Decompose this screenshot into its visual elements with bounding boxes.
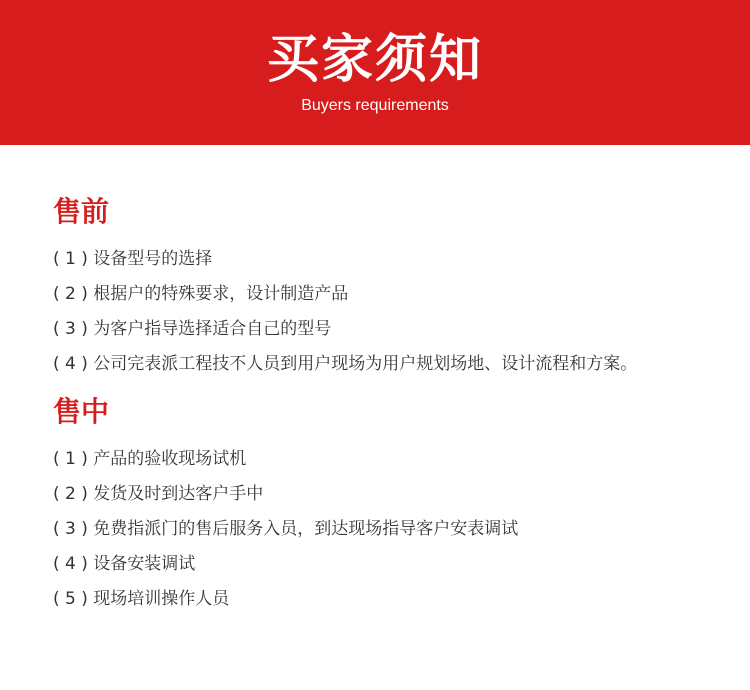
insale-section [53,392,713,617]
list-item: ( 3 ) 免费指派门的售后服务入员，到达现场指导客户安表调试 [53,519,519,539]
list-item: ( 4 ) 设备安装调试 [53,554,196,574]
page-title: 买家须知 [266,30,483,90]
list-item: ( 3 ) 为客户指导选择适合自己的型号 [53,319,332,339]
list-item: ( 2 ) 发货及时到达客户手中 [53,484,264,504]
list-item: ( 5 ) 现场培训操作人员 [53,589,230,609]
presale-section [53,192,713,382]
list-item: ( 4 ) 公司完表派工程技不人员到用户现场为用户规划场地、设计流程和方案。 [53,354,638,374]
header-banner [0,0,750,145]
section-title-insale: 售中 [53,395,110,428]
content [53,192,713,617]
page-subtitle: Buyers requirements [301,97,449,114]
list-item: ( 2 ) 根据户的特殊要求，设计制造产品 [53,284,349,304]
list-item: ( 1 ) 设备型号的选择 [53,249,213,269]
list-item: ( 1 ) 产品的验收现场试机 [53,449,247,469]
section-title-presale: 售前 [53,195,110,228]
